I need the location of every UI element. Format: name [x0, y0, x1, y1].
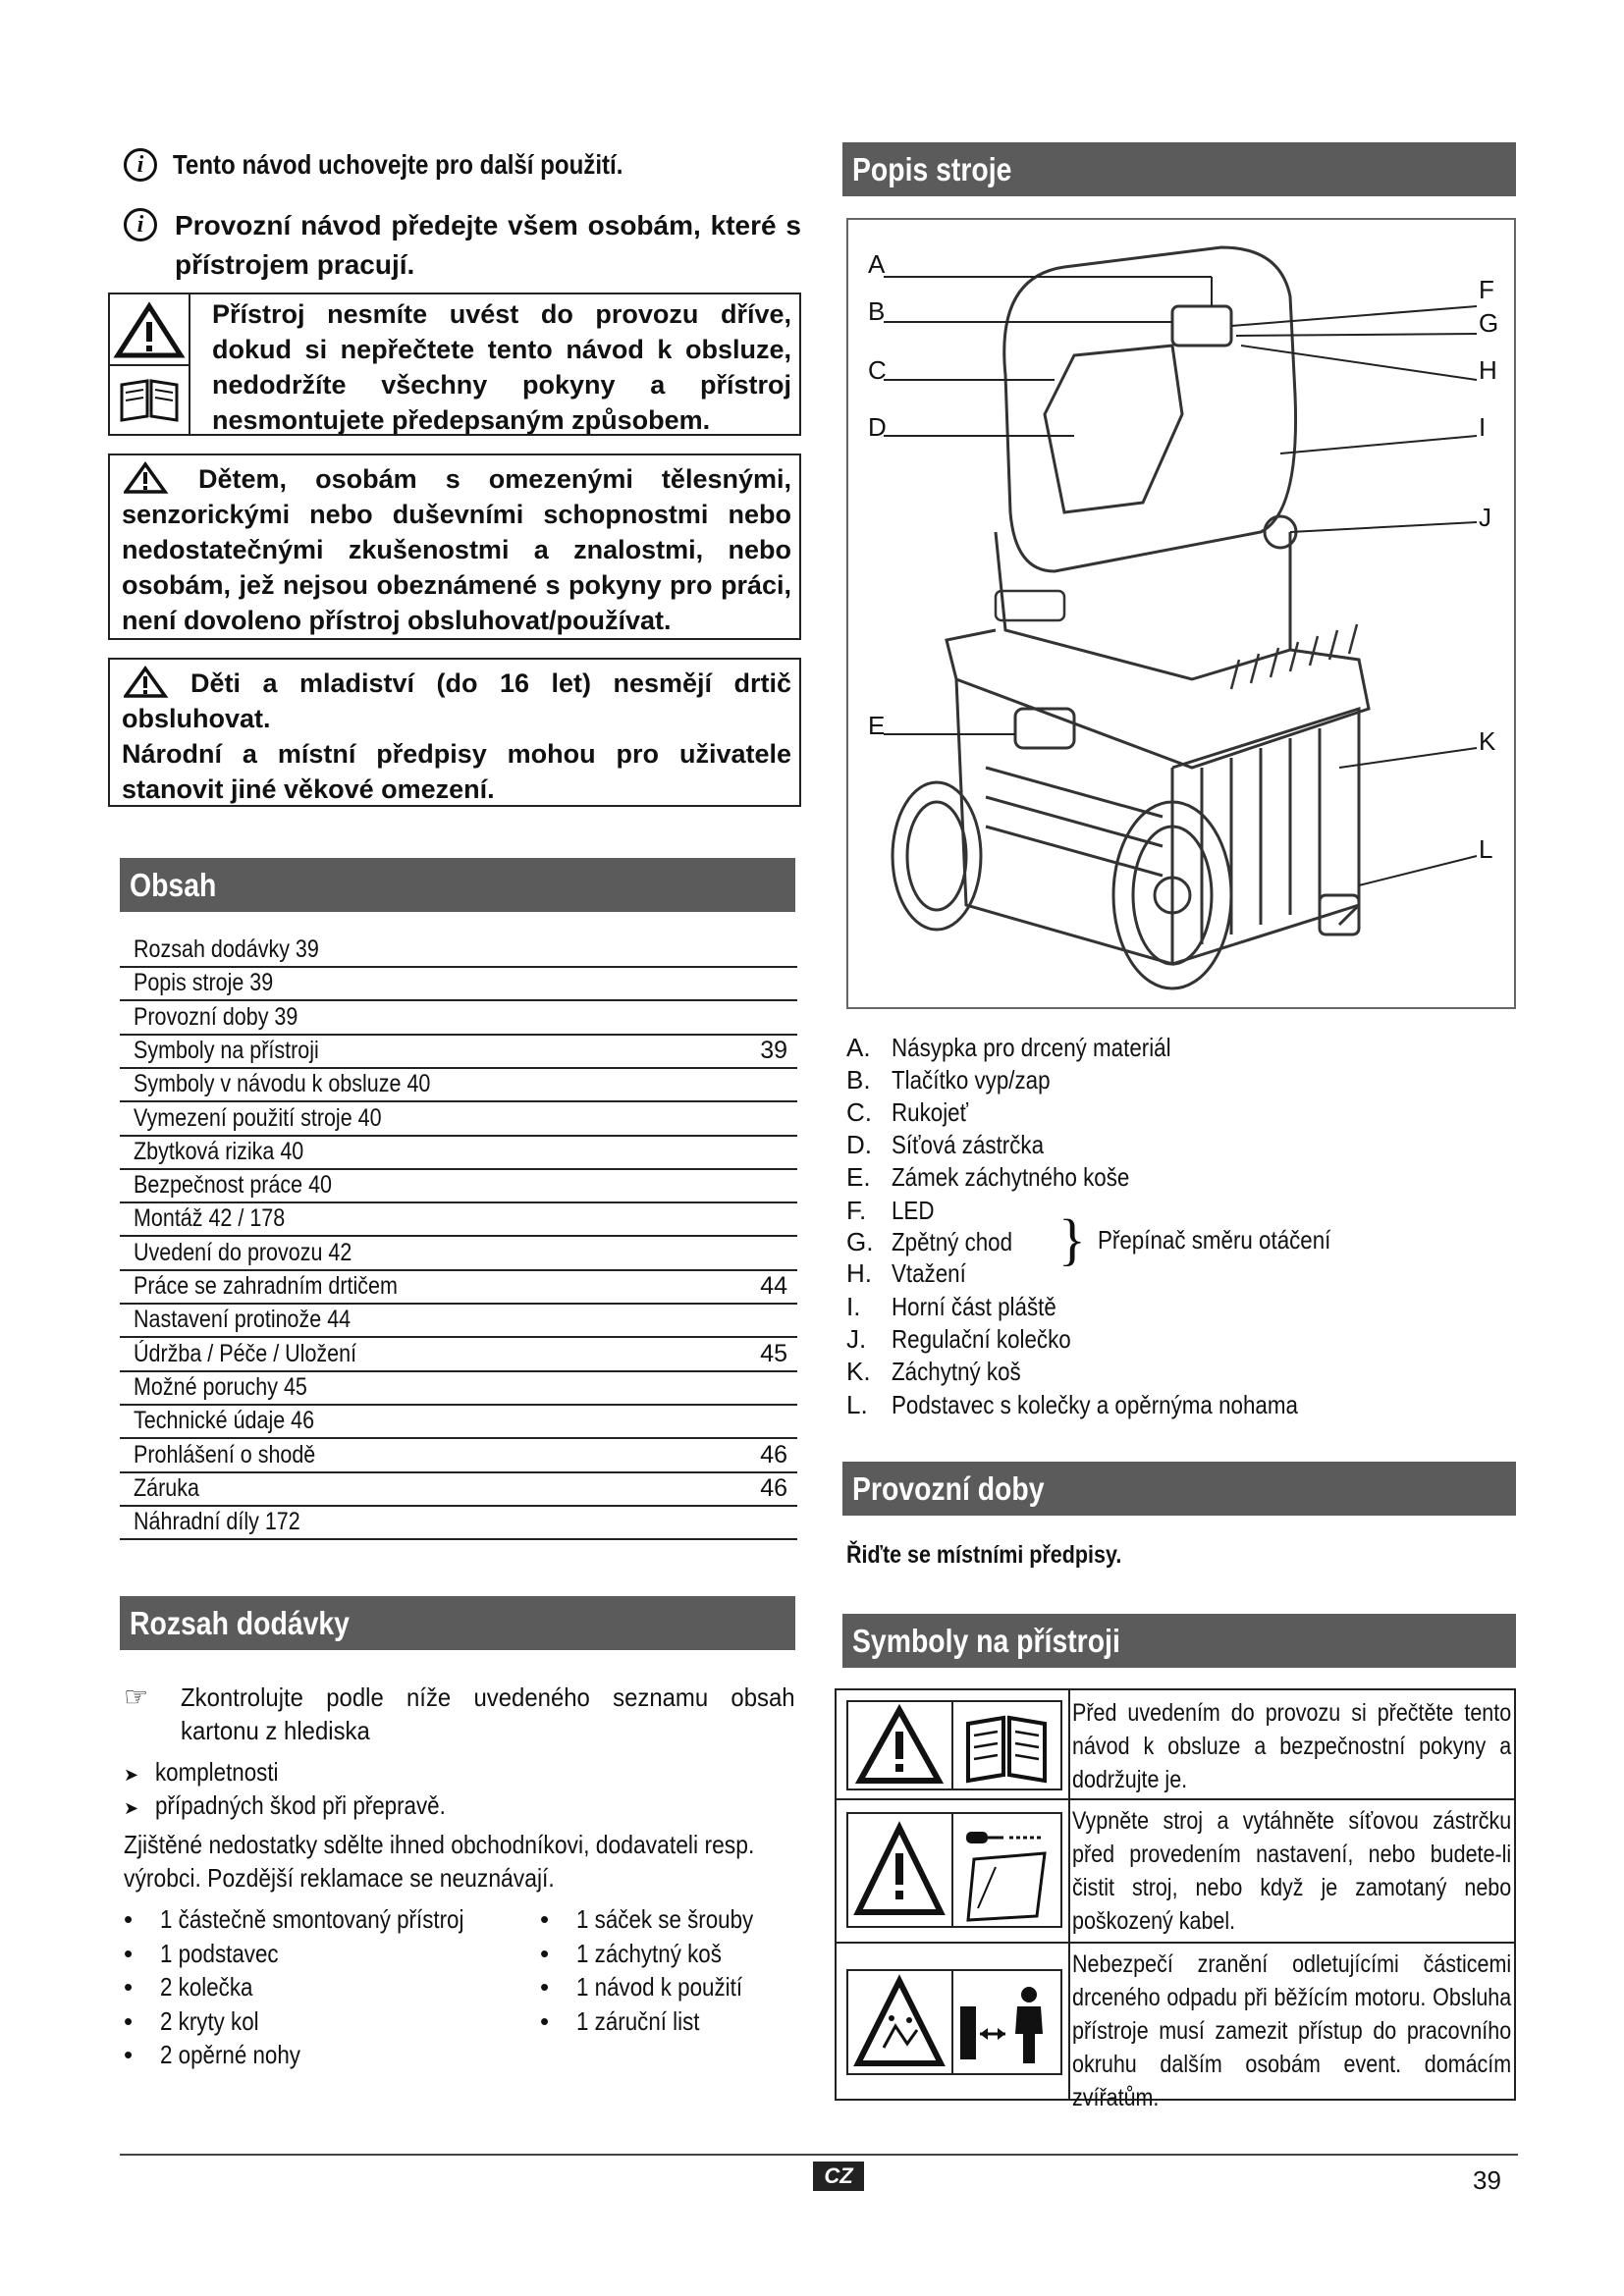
bullet-icon: •: [540, 1972, 550, 2002]
delivery-item: • 1 podstavec: [124, 1938, 279, 1968]
section-heading-symboly: Symboly na přístroji: [842, 1614, 1516, 1668]
arrow-item: ➤ kompletnosti: [124, 1757, 279, 1787]
toc-title: Záruka: [134, 1473, 199, 1502]
toc-row: [120, 1103, 797, 1137]
warning-triangle-icon: [124, 666, 179, 699]
toc-row: [120, 1339, 797, 1372]
toc-row: [120, 1372, 797, 1406]
toc-title: Bezpečnost práce 40: [134, 1171, 333, 1200]
language-badge: CZ: [813, 2162, 864, 2191]
figure-label: E: [868, 711, 886, 740]
bullet-icon: •: [540, 2005, 550, 2036]
info-icon: i: [124, 148, 157, 182]
delivery-item: • 1 návod k použití: [540, 1972, 743, 2002]
toc-row: [120, 1203, 797, 1237]
brace-label: Přepínač směru otáčení: [1098, 1225, 1331, 1255]
parts-legend: } Přepínač směru otáčení A. Násypka pro drcený materiál B. Tlačítko vyp/zap C. Rukojeť D. Síťová zástrčka E. Zámek záchytného koše F. LED G. Zpětný chod H. Vtažení I. Horní část pláště J. Regulační kolečko K. Záchytný koš L. Podstavec s kolečky a opěrnýma nohama: [846, 1033, 1331, 1419]
toc-title: Popis stroje 39: [134, 969, 274, 997]
toc-title: Nastavení protinože 44: [134, 1306, 352, 1334]
toc-title: Náhradní díly 172: [134, 1508, 300, 1536]
delivery-item: • 2 kryty kol: [124, 2005, 259, 2036]
delivery-item: • 1 záchytný koš: [540, 1938, 723, 1968]
bullet-icon: •: [124, 2040, 134, 2069]
toc-title: Zbytková rizika 40: [134, 1137, 304, 1165]
toc-title: Montáž 42 / 178: [134, 1204, 286, 1233]
toc-row: [120, 1271, 797, 1305]
figure-label: L: [1479, 834, 1493, 864]
toc-row: [120, 1406, 797, 1439]
figure-label: D: [868, 412, 887, 442]
figure-label: G: [1479, 308, 1499, 338]
section-heading-obsah: Obsah: [120, 858, 795, 912]
bullet-icon: •: [124, 1904, 134, 1934]
figure-label: F: [1479, 275, 1494, 304]
toc-title: Rozsah dodávky 39: [134, 935, 319, 963]
bullet-icon: •: [540, 1904, 550, 1934]
toc-title: Uvedení do provozu 42: [134, 1238, 352, 1266]
toc-page: 44: [760, 1272, 787, 1300]
toc-title: Symboly na přístroji: [134, 1036, 319, 1064]
footer-rule: [120, 2154, 1518, 2156]
warning-box-children: Dětem, osobám s omezenými tělesnými, senzorickými nebo duševními schopnostmi nebo nedostatečnými zkušenostmi a znalostmi, nebo osobám, jež nejsou obeznámené s pokyny pro práci, není dovoleno přístroj obsluhovat/používat.: [108, 454, 801, 640]
figure-label: B: [868, 296, 886, 326]
info-line-1: i Tento návod uchovejte pro další použití.: [124, 147, 696, 182]
check-instruction: ☞ Zkontrolujte podle níže uvedeného seznamu obsah kartonu z hlediska: [124, 1682, 795, 1745]
figure-label: K: [1479, 726, 1496, 756]
flying-debris-icon: [858, 1981, 941, 2063]
unplug-icon: [966, 1832, 1041, 1843]
figure-label: A: [868, 249, 886, 279]
toc-title: Symboly v návodu k obsluze 40: [134, 1070, 431, 1098]
info-icon: i: [124, 208, 157, 241]
toc-page: 39: [760, 1036, 787, 1064]
book-icon: [968, 1718, 1045, 1781]
figure-label: H: [1479, 355, 1497, 385]
symbol-pictogram: [846, 1700, 1062, 1790]
delivery-item: • 1 záruční list: [540, 2005, 700, 2036]
figure-label: C: [868, 355, 887, 385]
toc-row: [120, 1137, 797, 1170]
delivery-item: • 1 částečně smontovaný přístroj: [124, 1904, 464, 1934]
symbol-pictogram: [846, 1812, 1062, 1928]
section-heading-popis: Popis stroje: [842, 142, 1516, 196]
arrow-bullet-icon: ➤: [124, 1765, 139, 1785]
section-heading-rozsah: Rozsah dodávky: [120, 1596, 795, 1650]
book-icon: [968, 1853, 1045, 1920]
symbol-row: Před uvedením do provozu si přečtěte tento návod k obsluze a bezpečnostní pokyny a dodržujte je.: [837, 1690, 1514, 1800]
toc-title: Vymezení použití stroje 40: [134, 1103, 382, 1132]
toc-title: Provozní doby 39: [134, 1002, 298, 1031]
toc-row: [120, 1507, 797, 1540]
figure-label: J: [1479, 503, 1491, 532]
symbol-row: Vypněte stroj a vytáhněte síťovou zástrčku před provedením nastavení, nebo budete-li čistit stroj, nebo když je zamotaný nebo poškozený kabel.: [837, 1800, 1514, 1944]
bullet-icon: •: [124, 1938, 134, 1968]
book-icon: [122, 381, 177, 420]
claims-paragraph: Zjištěné nedostatky sdělte ihned obchodníkovi, dodavateli resp. výrobci. Pozdější reklamace se neuznávají.: [124, 1830, 755, 1893]
warning-triangle-icon: [110, 294, 189, 434]
page-number: 39: [1473, 2165, 1501, 2195]
toc-row: [120, 968, 797, 1001]
toc-title: Technické údaje 46: [134, 1407, 315, 1435]
delivery-item: • 1 sáček se šrouby: [540, 1904, 754, 1934]
toc-row: [120, 1305, 797, 1338]
toc-page: 45: [760, 1339, 787, 1367]
bullet-icon: •: [124, 2005, 134, 2036]
toc-row: [120, 1238, 797, 1271]
arrow-bullet-icon: ➤: [124, 1798, 139, 1818]
symbol-row: Nebezpečí zranění odletujícími částicemi drceného odpadu při běžícím motoru. Obsluha přístroje musí zamezit přístup do pracovního okruhu dalším osobám event. domácím zvířatům.: [837, 1944, 1514, 2101]
toc-title: Prohlášení o shodě: [134, 1440, 316, 1468]
delivery-item: • 2 kolečka: [124, 1972, 253, 2002]
toc-row: [120, 1473, 797, 1507]
toc-title: Práce se zahradním drtičem: [134, 1272, 398, 1300]
toc-page: 46: [760, 1440, 787, 1468]
section-heading-provozni: Provozní doby: [842, 1462, 1516, 1516]
garden-shredder-drawing: [848, 218, 1514, 1007]
table-of-contents: [120, 934, 797, 1543]
toc-title: Možné poruchy 45: [134, 1372, 307, 1401]
toc-row: [120, 1002, 797, 1036]
toc-row: [120, 1440, 797, 1473]
info-line-2: i Provozní návod předejte všem osobám, které s přístrojem pracují.: [124, 206, 801, 285]
bullet-icon: •: [124, 1972, 134, 2002]
toc-row: [120, 1170, 797, 1203]
delivery-item: • 2 opěrné nohy: [124, 2040, 301, 2069]
toc-title: Údržba / Péče / Uložení: [134, 1339, 357, 1367]
warning-box-read-manual: Přístroj nesmíte uvést do provozu dříve, dokud si nepřečtete tento návod k obsluze, nedodržíte všechny pokyny a přístroj nesmontujete předepsaným způsobem.: [108, 293, 801, 436]
bullet-icon: •: [540, 1938, 550, 1968]
pointing-hand-icon: ☞: [124, 1682, 149, 1712]
brace-icon: }: [1058, 1207, 1086, 1271]
figure-label: I: [1479, 412, 1487, 442]
toc-row: [120, 1069, 797, 1102]
toc-page: 46: [760, 1473, 787, 1502]
arrow-item: ➤ případných škod při přepravě.: [124, 1790, 447, 1820]
warning-triangle-icon: [124, 461, 179, 495]
warning-box-age: Děti a mladiství (do 16 let) nesmějí drtič obsluhovat. Národní a místní předpisy mohou pro uživatele stanovit jiné věkové omezení.: [108, 658, 801, 807]
machine-figure: [846, 218, 1516, 1009]
symbol-pictogram: [846, 1969, 1062, 2075]
keep-distance-icon: [960, 1987, 1043, 2063]
warning-icons: [110, 294, 190, 434]
toc-row: [120, 934, 797, 968]
operating-times-text: Řiďte se místními předpisy.: [846, 1541, 1122, 1569]
symbols-table: [835, 1688, 1516, 2111]
toc-row: [120, 1036, 797, 1069]
